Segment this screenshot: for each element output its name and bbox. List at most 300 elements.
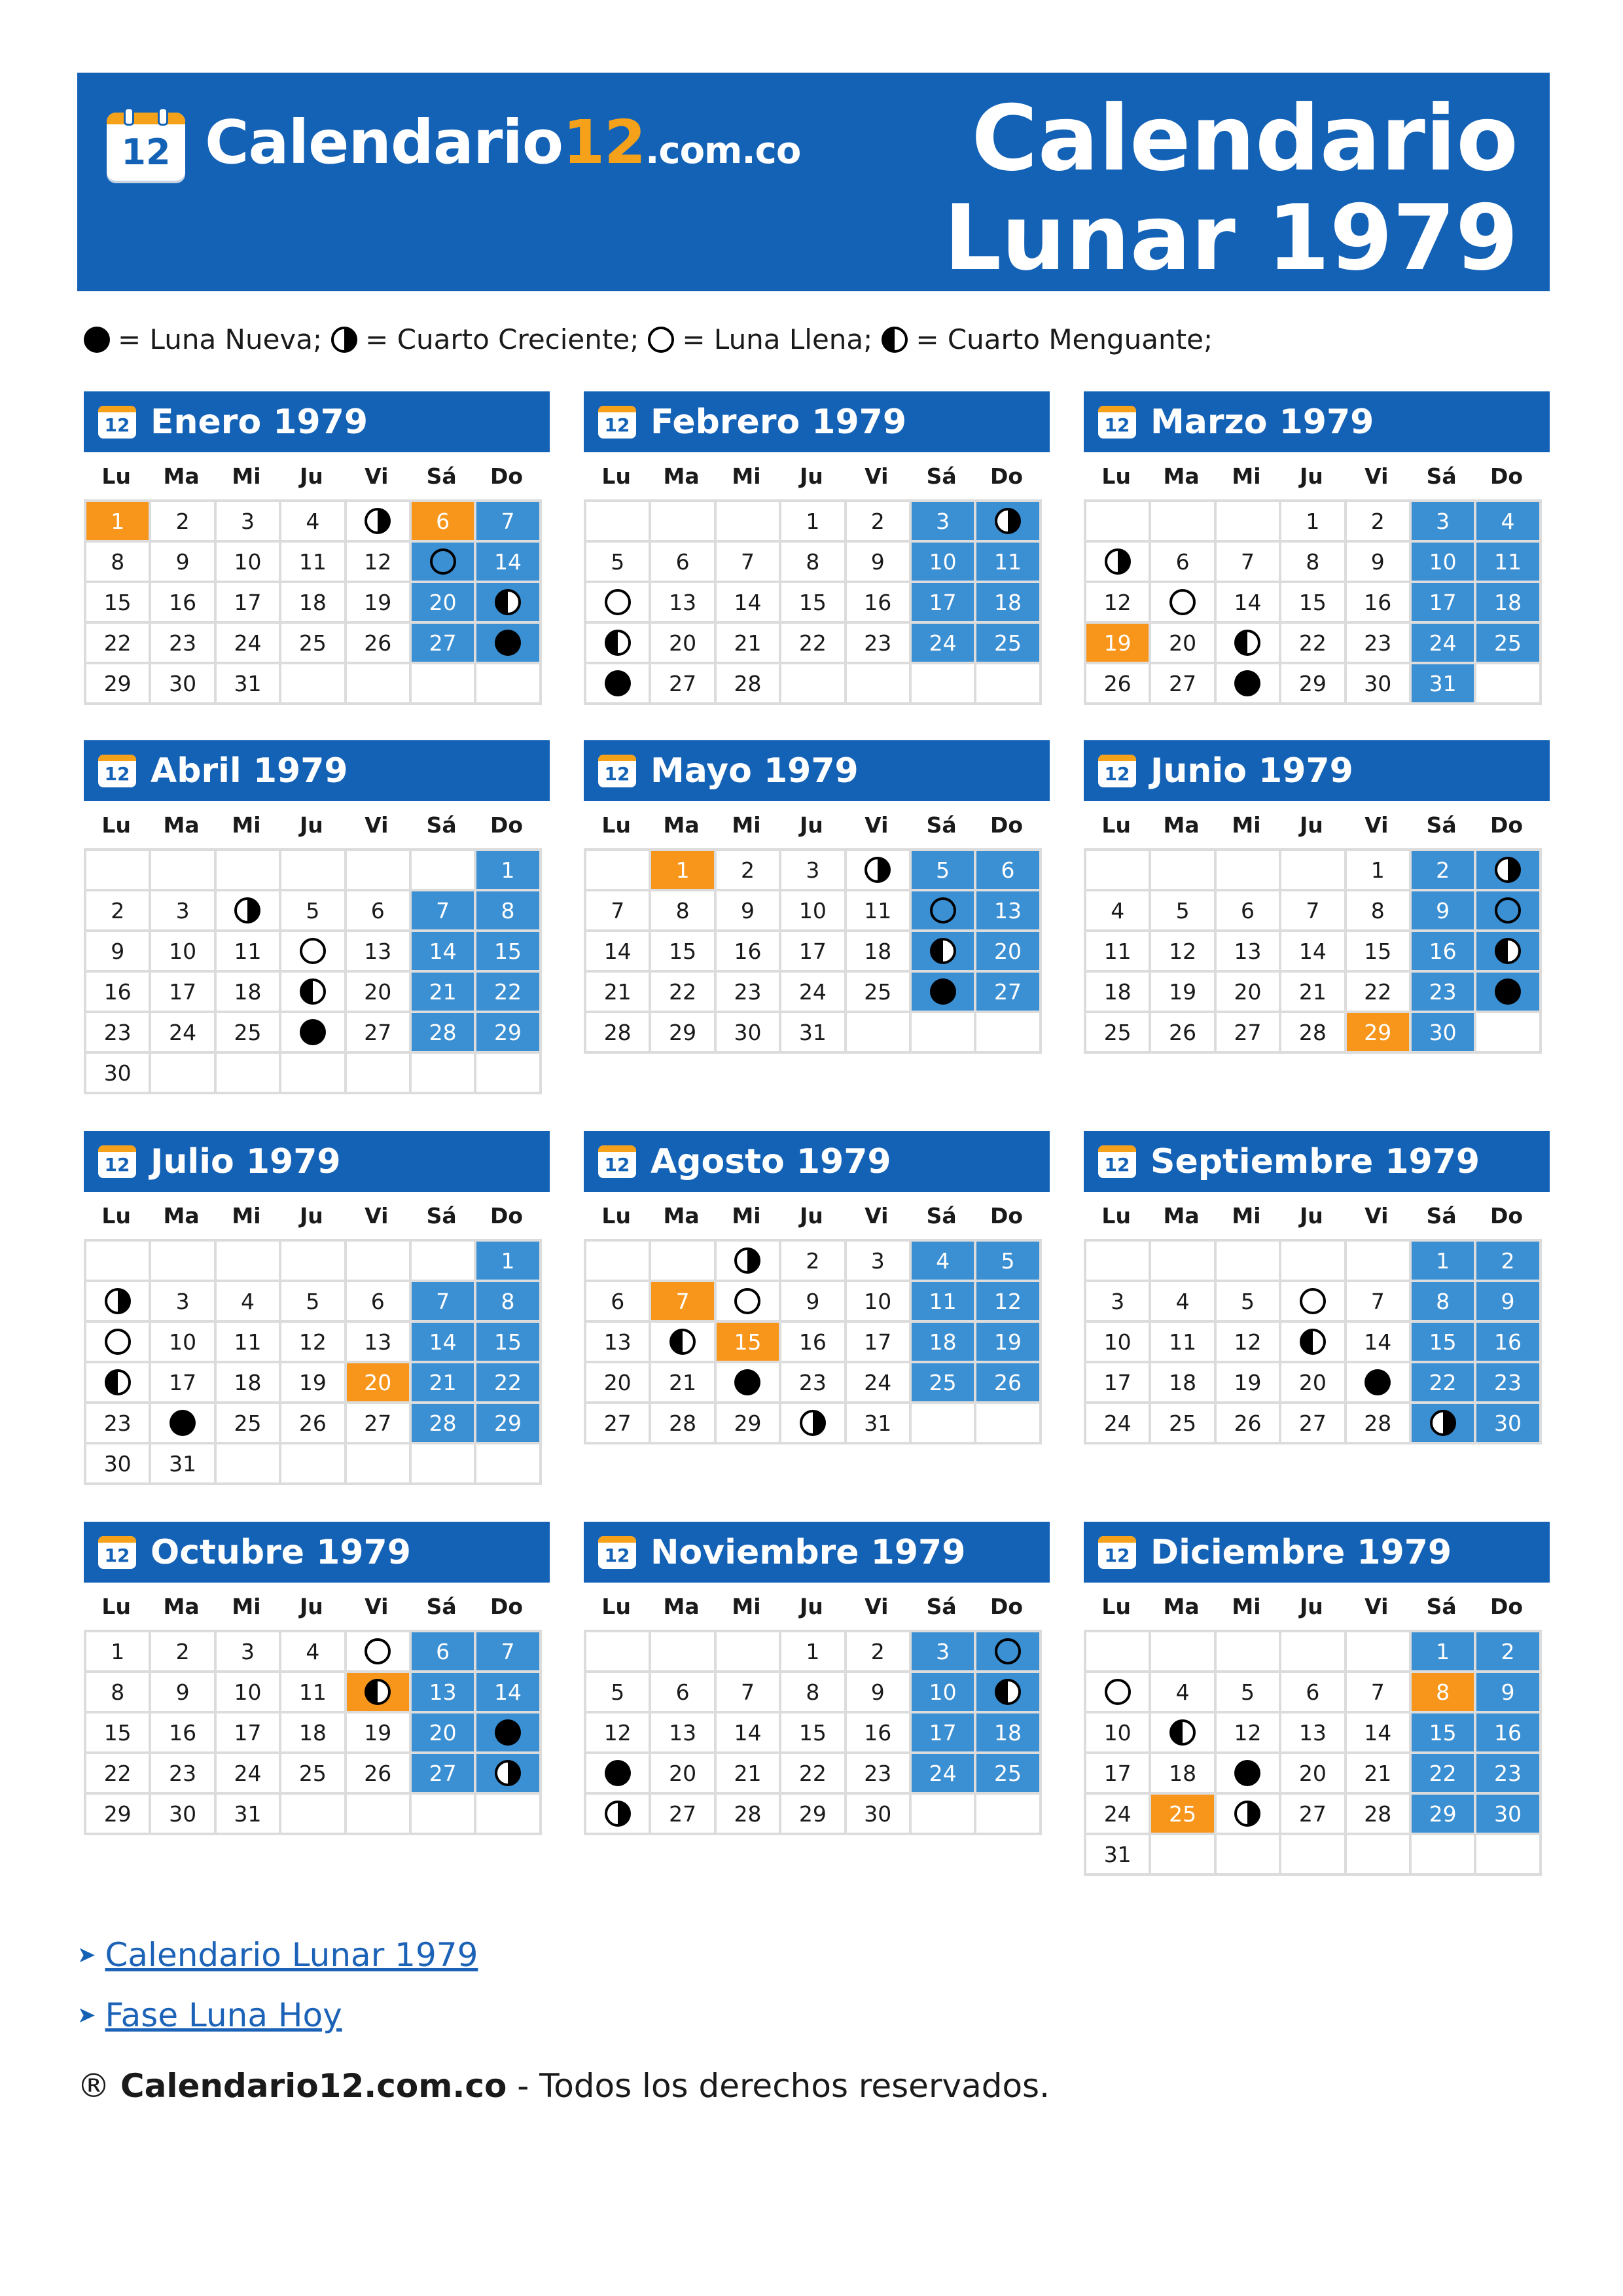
day-cell[interactable]: 1 <box>1347 851 1412 891</box>
day-cell[interactable]: 20 <box>1151 624 1216 664</box>
day-cell[interactable]: 15 <box>781 1713 846 1754</box>
day-cell[interactable]: 6 <box>651 543 716 583</box>
day-cell[interactable]: 17 <box>912 1713 976 1754</box>
day-cell[interactable]: 24 <box>912 1754 976 1795</box>
day-cell[interactable]: 4 <box>1086 891 1151 932</box>
day-cell[interactable]: 16 <box>847 1713 912 1754</box>
day-cell[interactable]: 20 <box>347 973 412 1013</box>
day-cell[interactable]: 31 <box>781 1013 846 1054</box>
day-cell[interactable]: 3 <box>217 1632 281 1673</box>
day-cell[interactable]: 20 <box>412 1713 476 1754</box>
day-cell[interactable]: 23 <box>1476 1363 1541 1404</box>
day-cell[interactable]: 15 <box>86 583 151 624</box>
day-cell[interactable]: 13 <box>651 1713 716 1754</box>
day-cell[interactable]: 12 <box>1217 1323 1281 1363</box>
day-cell[interactable]: 4 <box>281 502 346 543</box>
day-cell[interactable]: 22 <box>781 1754 846 1795</box>
day-cell[interactable]: 21 <box>1347 1754 1412 1795</box>
day-cell[interactable]: 18 <box>217 1363 281 1404</box>
day-cell[interactable]: 31 <box>1412 664 1476 705</box>
day-cell[interactable]: 22 <box>1281 624 1346 664</box>
day-cell[interactable] <box>586 1795 651 1835</box>
day-cell[interactable]: 31 <box>1086 1835 1151 1876</box>
day-cell[interactable]: 9 <box>1476 1282 1541 1323</box>
day-cell[interactable]: 16 <box>717 932 781 973</box>
day-cell[interactable]: 1 <box>1281 502 1346 543</box>
day-cell[interactable]: 2 <box>717 851 781 891</box>
day-cell[interactable] <box>281 1013 346 1054</box>
day-cell[interactable]: 11 <box>1086 932 1151 973</box>
day-cell[interactable]: 14 <box>1281 932 1346 973</box>
day-cell[interactable]: 30 <box>151 1795 216 1835</box>
day-cell[interactable] <box>476 583 541 624</box>
day-cell[interactable]: 20 <box>412 583 476 624</box>
day-cell[interactable]: 8 <box>86 1673 151 1713</box>
day-cell[interactable] <box>717 1242 781 1282</box>
day-cell[interactable]: 7 <box>1347 1282 1412 1323</box>
day-cell[interactable]: 11 <box>281 543 346 583</box>
day-cell[interactable]: 5 <box>586 1673 651 1713</box>
day-cell[interactable] <box>476 1713 541 1754</box>
day-cell[interactable]: 20 <box>586 1363 651 1404</box>
day-cell[interactable]: 10 <box>912 1673 976 1713</box>
day-cell[interactable]: 17 <box>912 583 976 624</box>
day-cell[interactable]: 8 <box>1281 543 1346 583</box>
day-cell[interactable]: 27 <box>651 1795 716 1835</box>
day-cell[interactable] <box>1086 543 1151 583</box>
day-cell[interactable]: 20 <box>651 1754 716 1795</box>
day-cell[interactable]: 3 <box>781 851 846 891</box>
day-cell[interactable]: 1 <box>781 1632 846 1673</box>
day-cell[interactable]: 1 <box>86 502 151 543</box>
day-cell[interactable]: 6 <box>976 851 1041 891</box>
day-cell[interactable]: 20 <box>976 932 1041 973</box>
day-cell[interactable]: 9 <box>1347 543 1412 583</box>
day-cell[interactable]: 20 <box>651 624 716 664</box>
day-cell[interactable]: 19 <box>281 1363 346 1404</box>
day-cell[interactable]: 14 <box>476 1673 541 1713</box>
day-cell[interactable]: 25 <box>281 624 346 664</box>
day-cell[interactable]: 27 <box>412 1754 476 1795</box>
day-cell[interactable]: 7 <box>412 1282 476 1323</box>
day-cell[interactable]: 1 <box>86 1632 151 1673</box>
day-cell[interactable]: 3 <box>217 502 281 543</box>
day-cell[interactable]: 2 <box>781 1242 846 1282</box>
day-cell[interactable]: 18 <box>976 1713 1041 1754</box>
day-cell[interactable]: 14 <box>586 932 651 973</box>
day-cell[interactable]: 4 <box>912 1242 976 1282</box>
day-cell[interactable]: 6 <box>347 891 412 932</box>
day-cell[interactable]: 3 <box>1086 1282 1151 1323</box>
day-cell[interactable]: 22 <box>1412 1754 1476 1795</box>
day-cell[interactable]: 9 <box>1476 1673 1541 1713</box>
day-cell[interactable]: 26 <box>1086 664 1151 705</box>
day-cell[interactable]: 4 <box>281 1632 346 1673</box>
day-cell[interactable]: 31 <box>847 1404 912 1444</box>
day-cell[interactable]: 28 <box>1281 1013 1346 1054</box>
day-cell[interactable]: 22 <box>86 1754 151 1795</box>
day-cell[interactable]: 20 <box>347 1363 412 1404</box>
day-cell[interactable]: 12 <box>1086 583 1151 624</box>
day-cell[interactable]: 23 <box>86 1013 151 1054</box>
day-cell[interactable]: 11 <box>1476 543 1541 583</box>
day-cell[interactable] <box>1217 1795 1281 1835</box>
day-cell[interactable]: 25 <box>217 1404 281 1444</box>
day-cell[interactable]: 12 <box>281 1323 346 1363</box>
day-cell[interactable] <box>347 1632 412 1673</box>
day-cell[interactable]: 26 <box>347 1754 412 1795</box>
day-cell[interactable] <box>281 932 346 973</box>
day-cell[interactable]: 9 <box>151 1673 216 1713</box>
day-cell[interactable]: 31 <box>217 664 281 705</box>
day-cell[interactable]: 27 <box>1151 664 1216 705</box>
day-cell[interactable]: 2 <box>86 891 151 932</box>
day-cell[interactable]: 28 <box>1347 1404 1412 1444</box>
day-cell[interactable]: 18 <box>1476 583 1541 624</box>
day-cell[interactable]: 17 <box>151 973 216 1013</box>
day-cell[interactable]: 1 <box>476 1242 541 1282</box>
day-cell[interactable]: 23 <box>151 624 216 664</box>
day-cell[interactable]: 27 <box>412 624 476 664</box>
day-cell[interactable]: 14 <box>412 932 476 973</box>
day-cell[interactable] <box>1086 1673 1151 1713</box>
day-cell[interactable] <box>347 1673 412 1713</box>
day-cell[interactable]: 2 <box>1476 1242 1541 1282</box>
day-cell[interactable] <box>976 502 1041 543</box>
day-cell[interactable] <box>976 1673 1041 1713</box>
day-cell[interactable]: 31 <box>151 1444 216 1485</box>
day-cell[interactable]: 15 <box>1281 583 1346 624</box>
day-cell[interactable]: 25 <box>1086 1013 1151 1054</box>
day-cell[interactable]: 18 <box>847 932 912 973</box>
day-cell[interactable]: 2 <box>1347 502 1412 543</box>
day-cell[interactable]: 13 <box>412 1673 476 1713</box>
day-cell[interactable] <box>151 1404 216 1444</box>
day-cell[interactable] <box>217 891 281 932</box>
day-cell[interactable]: 11 <box>217 1323 281 1363</box>
day-cell[interactable]: 8 <box>651 891 716 932</box>
day-cell[interactable]: 2 <box>847 502 912 543</box>
day-cell[interactable]: 18 <box>1151 1754 1216 1795</box>
day-cell[interactable]: 23 <box>151 1754 216 1795</box>
day-cell[interactable] <box>1281 1323 1346 1363</box>
day-cell[interactable]: 27 <box>347 1404 412 1444</box>
day-cell[interactable] <box>1217 624 1281 664</box>
day-cell[interactable]: 10 <box>151 932 216 973</box>
day-cell[interactable]: 10 <box>217 543 281 583</box>
day-cell[interactable]: 15 <box>651 932 716 973</box>
day-cell[interactable]: 28 <box>1347 1795 1412 1835</box>
day-cell[interactable] <box>476 624 541 664</box>
day-cell[interactable] <box>86 1363 151 1404</box>
day-cell[interactable] <box>847 851 912 891</box>
day-cell[interactable]: 1 <box>781 502 846 543</box>
day-cell[interactable]: 23 <box>847 624 912 664</box>
day-cell[interactable]: 7 <box>717 1673 781 1713</box>
day-cell[interactable]: 29 <box>86 1795 151 1835</box>
day-cell[interactable]: 26 <box>281 1404 346 1444</box>
day-cell[interactable] <box>86 1282 151 1323</box>
day-cell[interactable]: 2 <box>847 1632 912 1673</box>
day-cell[interactable]: 17 <box>217 1713 281 1754</box>
day-cell[interactable]: 16 <box>1476 1323 1541 1363</box>
day-cell[interactable]: 24 <box>1086 1404 1151 1444</box>
day-cell[interactable]: 10 <box>781 891 846 932</box>
day-cell[interactable]: 2 <box>151 1632 216 1673</box>
day-cell[interactable]: 18 <box>1086 973 1151 1013</box>
day-cell[interactable]: 7 <box>1217 543 1281 583</box>
day-cell[interactable]: 18 <box>912 1323 976 1363</box>
day-cell[interactable]: 28 <box>651 1404 716 1444</box>
day-cell[interactable]: 25 <box>281 1754 346 1795</box>
day-cell[interactable]: 3 <box>847 1242 912 1282</box>
day-cell[interactable]: 25 <box>912 1363 976 1404</box>
day-cell[interactable]: 15 <box>86 1713 151 1754</box>
day-cell[interactable]: 14 <box>1217 583 1281 624</box>
day-cell[interactable]: 19 <box>976 1323 1041 1363</box>
day-cell[interactable]: 24 <box>847 1363 912 1404</box>
day-cell[interactable]: 17 <box>151 1363 216 1404</box>
day-cell[interactable]: 15 <box>1412 1323 1476 1363</box>
day-cell[interactable]: 19 <box>1086 624 1151 664</box>
day-cell[interactable]: 13 <box>586 1323 651 1363</box>
day-cell[interactable]: 9 <box>1412 891 1476 932</box>
day-cell[interactable]: 5 <box>281 1282 346 1323</box>
day-cell[interactable]: 17 <box>1086 1754 1151 1795</box>
day-cell[interactable]: 18 <box>217 973 281 1013</box>
day-cell[interactable]: 8 <box>1412 1673 1476 1713</box>
day-cell[interactable]: 2 <box>1476 1632 1541 1673</box>
day-cell[interactable]: 6 <box>586 1282 651 1323</box>
day-cell[interactable]: 24 <box>151 1013 216 1054</box>
day-cell[interactable] <box>586 664 651 705</box>
day-cell[interactable]: 8 <box>86 543 151 583</box>
day-cell[interactable] <box>912 932 976 973</box>
day-cell[interactable]: 9 <box>847 1673 912 1713</box>
day-cell[interactable]: 19 <box>347 583 412 624</box>
day-cell[interactable]: 23 <box>781 1363 846 1404</box>
day-cell[interactable]: 22 <box>86 624 151 664</box>
day-cell[interactable]: 6 <box>651 1673 716 1713</box>
day-cell[interactable] <box>347 502 412 543</box>
day-cell[interactable]: 25 <box>1476 624 1541 664</box>
day-cell[interactable]: 5 <box>586 543 651 583</box>
day-cell[interactable]: 28 <box>717 664 781 705</box>
day-cell[interactable]: 14 <box>412 1323 476 1363</box>
day-cell[interactable]: 30 <box>86 1444 151 1485</box>
day-cell[interactable]: 25 <box>1151 1795 1216 1835</box>
day-cell[interactable]: 21 <box>586 973 651 1013</box>
day-cell[interactable]: 17 <box>847 1323 912 1363</box>
day-cell[interactable]: 23 <box>717 973 781 1013</box>
day-cell[interactable] <box>1151 1713 1216 1754</box>
day-cell[interactable] <box>717 1282 781 1323</box>
day-cell[interactable]: 7 <box>651 1282 716 1323</box>
day-cell[interactable] <box>912 973 976 1013</box>
day-cell[interactable]: 3 <box>151 891 216 932</box>
day-cell[interactable] <box>1412 1404 1476 1444</box>
day-cell[interactable]: 7 <box>412 891 476 932</box>
day-cell[interactable]: 9 <box>151 543 216 583</box>
day-cell[interactable] <box>651 1323 716 1363</box>
day-cell[interactable]: 21 <box>651 1363 716 1404</box>
day-cell[interactable]: 24 <box>1412 624 1476 664</box>
day-cell[interactable] <box>586 583 651 624</box>
day-cell[interactable]: 21 <box>412 973 476 1013</box>
day-cell[interactable] <box>1151 583 1216 624</box>
day-cell[interactable]: 12 <box>976 1282 1041 1323</box>
day-cell[interactable]: 6 <box>1281 1673 1346 1713</box>
link-calendario-lunar[interactable]: ➤ Calendario Lunar 1979 <box>77 1936 478 1974</box>
day-cell[interactable]: 20 <box>1281 1754 1346 1795</box>
day-cell[interactable]: 24 <box>1086 1795 1151 1835</box>
day-cell[interactable]: 30 <box>151 664 216 705</box>
day-cell[interactable]: 27 <box>1281 1404 1346 1444</box>
day-cell[interactable]: 5 <box>1217 1673 1281 1713</box>
day-cell[interactable]: 27 <box>1281 1795 1346 1835</box>
day-cell[interactable]: 11 <box>976 543 1041 583</box>
day-cell[interactable] <box>1476 932 1541 973</box>
day-cell[interactable]: 9 <box>86 932 151 973</box>
day-cell[interactable]: 8 <box>476 891 541 932</box>
day-cell[interactable]: 25 <box>976 624 1041 664</box>
day-cell[interactable]: 14 <box>1347 1323 1412 1363</box>
day-cell[interactable]: 16 <box>1347 583 1412 624</box>
day-cell[interactable]: 29 <box>1281 664 1346 705</box>
day-cell[interactable]: 14 <box>1347 1713 1412 1754</box>
day-cell[interactable]: 23 <box>847 1754 912 1795</box>
day-cell[interactable]: 19 <box>347 1713 412 1754</box>
day-cell[interactable]: 21 <box>717 624 781 664</box>
day-cell[interactable]: 15 <box>476 1323 541 1363</box>
day-cell[interactable] <box>281 973 346 1013</box>
day-cell[interactable]: 8 <box>1412 1282 1476 1323</box>
day-cell[interactable]: 11 <box>281 1673 346 1713</box>
day-cell[interactable]: 13 <box>347 932 412 973</box>
day-cell[interactable]: 7 <box>1347 1673 1412 1713</box>
day-cell[interactable]: 25 <box>976 1754 1041 1795</box>
day-cell[interactable]: 29 <box>651 1013 716 1054</box>
day-cell[interactable]: 24 <box>781 973 846 1013</box>
link-fase-luna-hoy[interactable]: ➤ Fase Luna Hoy <box>77 1996 342 2034</box>
day-cell[interactable] <box>1281 1282 1346 1323</box>
day-cell[interactable]: 7 <box>717 543 781 583</box>
day-cell[interactable]: 27 <box>651 664 716 705</box>
day-cell[interactable] <box>86 1323 151 1363</box>
day-cell[interactable]: 12 <box>347 543 412 583</box>
day-cell[interactable]: 26 <box>347 624 412 664</box>
day-cell[interactable]: 27 <box>586 1404 651 1444</box>
day-cell[interactable]: 29 <box>781 1795 846 1835</box>
day-cell[interactable]: 28 <box>586 1013 651 1054</box>
day-cell[interactable]: 18 <box>281 583 346 624</box>
day-cell[interactable] <box>586 624 651 664</box>
day-cell[interactable]: 8 <box>781 543 846 583</box>
day-cell[interactable] <box>1347 1363 1412 1404</box>
day-cell[interactable]: 23 <box>1412 973 1476 1013</box>
day-cell[interactable]: 22 <box>781 624 846 664</box>
day-cell[interactable]: 3 <box>151 1282 216 1323</box>
day-cell[interactable]: 21 <box>412 1363 476 1404</box>
day-cell[interactable]: 14 <box>476 543 541 583</box>
day-cell[interactable]: 14 <box>717 1713 781 1754</box>
day-cell[interactable]: 16 <box>86 973 151 1013</box>
day-cell[interactable]: 12 <box>1151 932 1216 973</box>
day-cell[interactable]: 10 <box>1412 543 1476 583</box>
day-cell[interactable]: 9 <box>717 891 781 932</box>
day-cell[interactable]: 6 <box>412 1632 476 1673</box>
day-cell[interactable]: 27 <box>976 973 1041 1013</box>
day-cell[interactable]: 19 <box>1217 1363 1281 1404</box>
day-cell[interactable]: 4 <box>1476 502 1541 543</box>
day-cell[interactable]: 16 <box>151 1713 216 1754</box>
day-cell[interactable]: 30 <box>1476 1404 1541 1444</box>
day-cell[interactable]: 15 <box>476 932 541 973</box>
day-cell[interactable]: 10 <box>912 543 976 583</box>
day-cell[interactable] <box>1217 1754 1281 1795</box>
day-cell[interactable]: 13 <box>1281 1713 1346 1754</box>
day-cell[interactable]: 17 <box>781 932 846 973</box>
day-cell[interactable] <box>1217 664 1281 705</box>
day-cell[interactable]: 22 <box>651 973 716 1013</box>
day-cell[interactable]: 31 <box>217 1795 281 1835</box>
day-cell[interactable] <box>476 1754 541 1795</box>
day-cell[interactable]: 3 <box>912 502 976 543</box>
day-cell[interactable]: 9 <box>847 543 912 583</box>
day-cell[interactable]: 23 <box>1476 1754 1541 1795</box>
day-cell[interactable]: 30 <box>1412 1013 1476 1054</box>
day-cell[interactable]: 22 <box>476 973 541 1013</box>
day-cell[interactable]: 18 <box>976 583 1041 624</box>
day-cell[interactable]: 16 <box>1476 1713 1541 1754</box>
day-cell[interactable] <box>912 891 976 932</box>
day-cell[interactable] <box>1476 851 1541 891</box>
day-cell[interactable]: 15 <box>781 583 846 624</box>
day-cell[interactable]: 1 <box>651 851 716 891</box>
day-cell[interactable]: 25 <box>847 973 912 1013</box>
day-cell[interactable]: 16 <box>1412 932 1476 973</box>
day-cell[interactable] <box>781 1404 846 1444</box>
day-cell[interactable]: 1 <box>1412 1632 1476 1673</box>
day-cell[interactable] <box>976 1632 1041 1673</box>
day-cell[interactable]: 11 <box>847 891 912 932</box>
day-cell[interactable]: 15 <box>717 1323 781 1363</box>
day-cell[interactable]: 4 <box>1151 1673 1216 1713</box>
day-cell[interactable]: 17 <box>217 583 281 624</box>
day-cell[interactable]: 4 <box>217 1282 281 1323</box>
day-cell[interactable]: 30 <box>1347 664 1412 705</box>
day-cell[interactable]: 10 <box>1086 1323 1151 1363</box>
day-cell[interactable]: 13 <box>1217 932 1281 973</box>
day-cell[interactable]: 22 <box>1412 1363 1476 1404</box>
day-cell[interactable]: 8 <box>476 1282 541 1323</box>
day-cell[interactable]: 7 <box>476 502 541 543</box>
day-cell[interactable]: 16 <box>151 583 216 624</box>
day-cell[interactable]: 13 <box>976 891 1041 932</box>
day-cell[interactable]: 7 <box>586 891 651 932</box>
day-cell[interactable]: 2 <box>151 502 216 543</box>
site-logo[interactable] <box>107 107 801 183</box>
day-cell[interactable]: 24 <box>912 624 976 664</box>
day-cell[interactable]: 19 <box>1151 973 1216 1013</box>
day-cell[interactable]: 6 <box>1151 543 1216 583</box>
day-cell[interactable]: 30 <box>717 1013 781 1054</box>
day-cell[interactable]: 12 <box>586 1713 651 1754</box>
day-cell[interactable]: 28 <box>412 1404 476 1444</box>
day-cell[interactable]: 5 <box>1217 1282 1281 1323</box>
day-cell[interactable]: 21 <box>1281 973 1346 1013</box>
day-cell[interactable]: 8 <box>781 1673 846 1713</box>
